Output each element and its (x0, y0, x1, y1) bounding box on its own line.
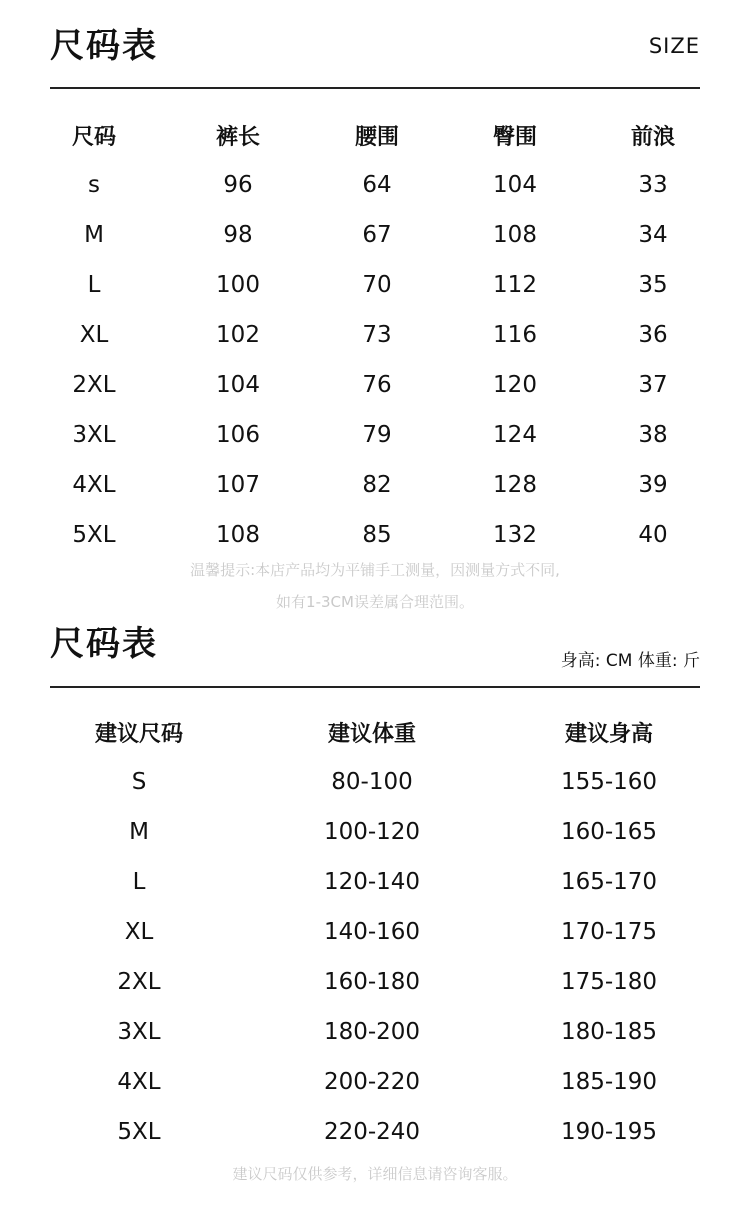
table-cell: 3XL (117, 1019, 161, 1045)
table-cell: XL (79, 322, 109, 348)
table-row (50, 1057, 700, 1107)
measurement-table (50, 110, 700, 560)
table-cell: 128 (493, 472, 537, 498)
table-cell: 35 (638, 272, 668, 298)
column-header: 前浪 (630, 124, 675, 150)
table-row (50, 310, 700, 360)
table-cell: XL (124, 919, 154, 945)
divider (50, 87, 700, 89)
table-row (50, 757, 700, 807)
column-header: 尺码 (71, 124, 116, 150)
table-cell: 120 (493, 372, 537, 398)
table-row (50, 1107, 700, 1157)
table-cell: 5XL (72, 522, 116, 548)
table-row (50, 1007, 700, 1057)
table-cell: 132 (493, 522, 537, 548)
table-cell: S (131, 769, 147, 795)
divider (50, 686, 700, 688)
table-row (50, 857, 700, 907)
table-cell: 104 (493, 172, 537, 198)
table-cell: 38 (638, 422, 668, 448)
table-cell: 96 (223, 172, 253, 198)
table-cell: 76 (362, 372, 392, 398)
recommendation-note: 建议尺码仅供参考，详细信息请咨询客服。 (232, 1165, 518, 1183)
table-cell: 220-240 (323, 1119, 421, 1145)
column-header: 建议体重 (327, 721, 416, 747)
table-row (50, 410, 700, 460)
table-row (50, 807, 700, 857)
table-cell: 64 (362, 172, 392, 198)
column-header: 建议尺码 (94, 721, 183, 747)
table-cell: 124 (493, 422, 537, 448)
table-cell: s (88, 172, 100, 198)
table-cell: 108 (216, 522, 260, 548)
table-cell: 190-195 (560, 1119, 658, 1145)
table-cell: 39 (638, 472, 668, 498)
table-cell: 82 (362, 472, 392, 498)
table-cell: 67 (362, 222, 392, 248)
measurement-note (0, 554, 750, 618)
table-cell: 4XL (72, 472, 116, 498)
section-title: 尺码表 (50, 624, 158, 664)
table-cell: 108 (493, 222, 537, 248)
table-cell: 85 (362, 522, 392, 548)
table-cell: 200-220 (323, 1069, 421, 1095)
table-row (50, 210, 700, 260)
table-cell: 36 (638, 322, 668, 348)
note-line: 温馨提示:本店产品均为平铺手工测量，因测量方式不同, (190, 561, 560, 579)
table-header-row (50, 707, 700, 757)
table-row (50, 510, 700, 560)
size-label: SIZE (648, 34, 700, 58)
table-cell: M (129, 819, 149, 845)
recommendation-table (50, 707, 700, 1157)
table-row (50, 260, 700, 310)
table-cell: 98 (223, 222, 253, 248)
table-cell: 104 (216, 372, 260, 398)
table-cell: 40 (638, 522, 668, 548)
table-cell: 112 (493, 272, 537, 298)
table-cell: 155-160 (560, 769, 658, 795)
table-cell: 70 (362, 272, 392, 298)
table-cell: M (84, 222, 104, 248)
note-line: 如有1-3CM误差属合理范围。 (276, 593, 474, 611)
table-row (50, 957, 700, 1007)
table-header-row (50, 110, 700, 160)
column-header: 裤长 (215, 124, 260, 150)
table-cell: 33 (638, 172, 668, 198)
table-cell: 80-100 (331, 769, 413, 795)
table-cell: L (87, 272, 101, 298)
table-cell: 2XL (72, 372, 116, 398)
table-cell: 185-190 (560, 1069, 658, 1095)
table-row (50, 907, 700, 957)
table-cell: 160-165 (560, 819, 658, 845)
table-cell: 180-185 (560, 1019, 658, 1045)
table-cell: 170-175 (560, 919, 658, 945)
table-row (50, 360, 700, 410)
column-header: 腰围 (354, 124, 399, 150)
table-cell: 37 (638, 372, 668, 398)
table-cell: 107 (216, 472, 260, 498)
table-cell: 106 (216, 422, 260, 448)
table-cell: L (132, 869, 146, 895)
table-cell: 100 (216, 272, 260, 298)
table-cell: 180-200 (323, 1019, 421, 1045)
table-row (50, 460, 700, 510)
table-cell: 34 (638, 222, 668, 248)
table-cell: 120-140 (323, 869, 421, 895)
section-title: 尺码表 (50, 26, 158, 66)
table-cell: 140-160 (323, 919, 421, 945)
table-cell: 5XL (117, 1119, 161, 1145)
column-header: 臀围 (492, 124, 537, 150)
table-cell: 116 (493, 322, 537, 348)
table-cell: 175-180 (560, 969, 658, 995)
table-cell: 3XL (72, 422, 116, 448)
table-row (50, 160, 700, 210)
table-cell: 160-180 (323, 969, 421, 995)
unit-label: 身高: CM 体重: 斤 (560, 651, 700, 671)
table-cell: 2XL (117, 969, 161, 995)
column-header: 建议身高 (564, 721, 653, 747)
table-cell: 102 (216, 322, 260, 348)
table-cell: 165-170 (560, 869, 658, 895)
table-cell: 4XL (117, 1069, 161, 1095)
table-cell: 100-120 (323, 819, 421, 845)
table-cell: 79 (362, 422, 392, 448)
table-cell: 73 (362, 322, 392, 348)
